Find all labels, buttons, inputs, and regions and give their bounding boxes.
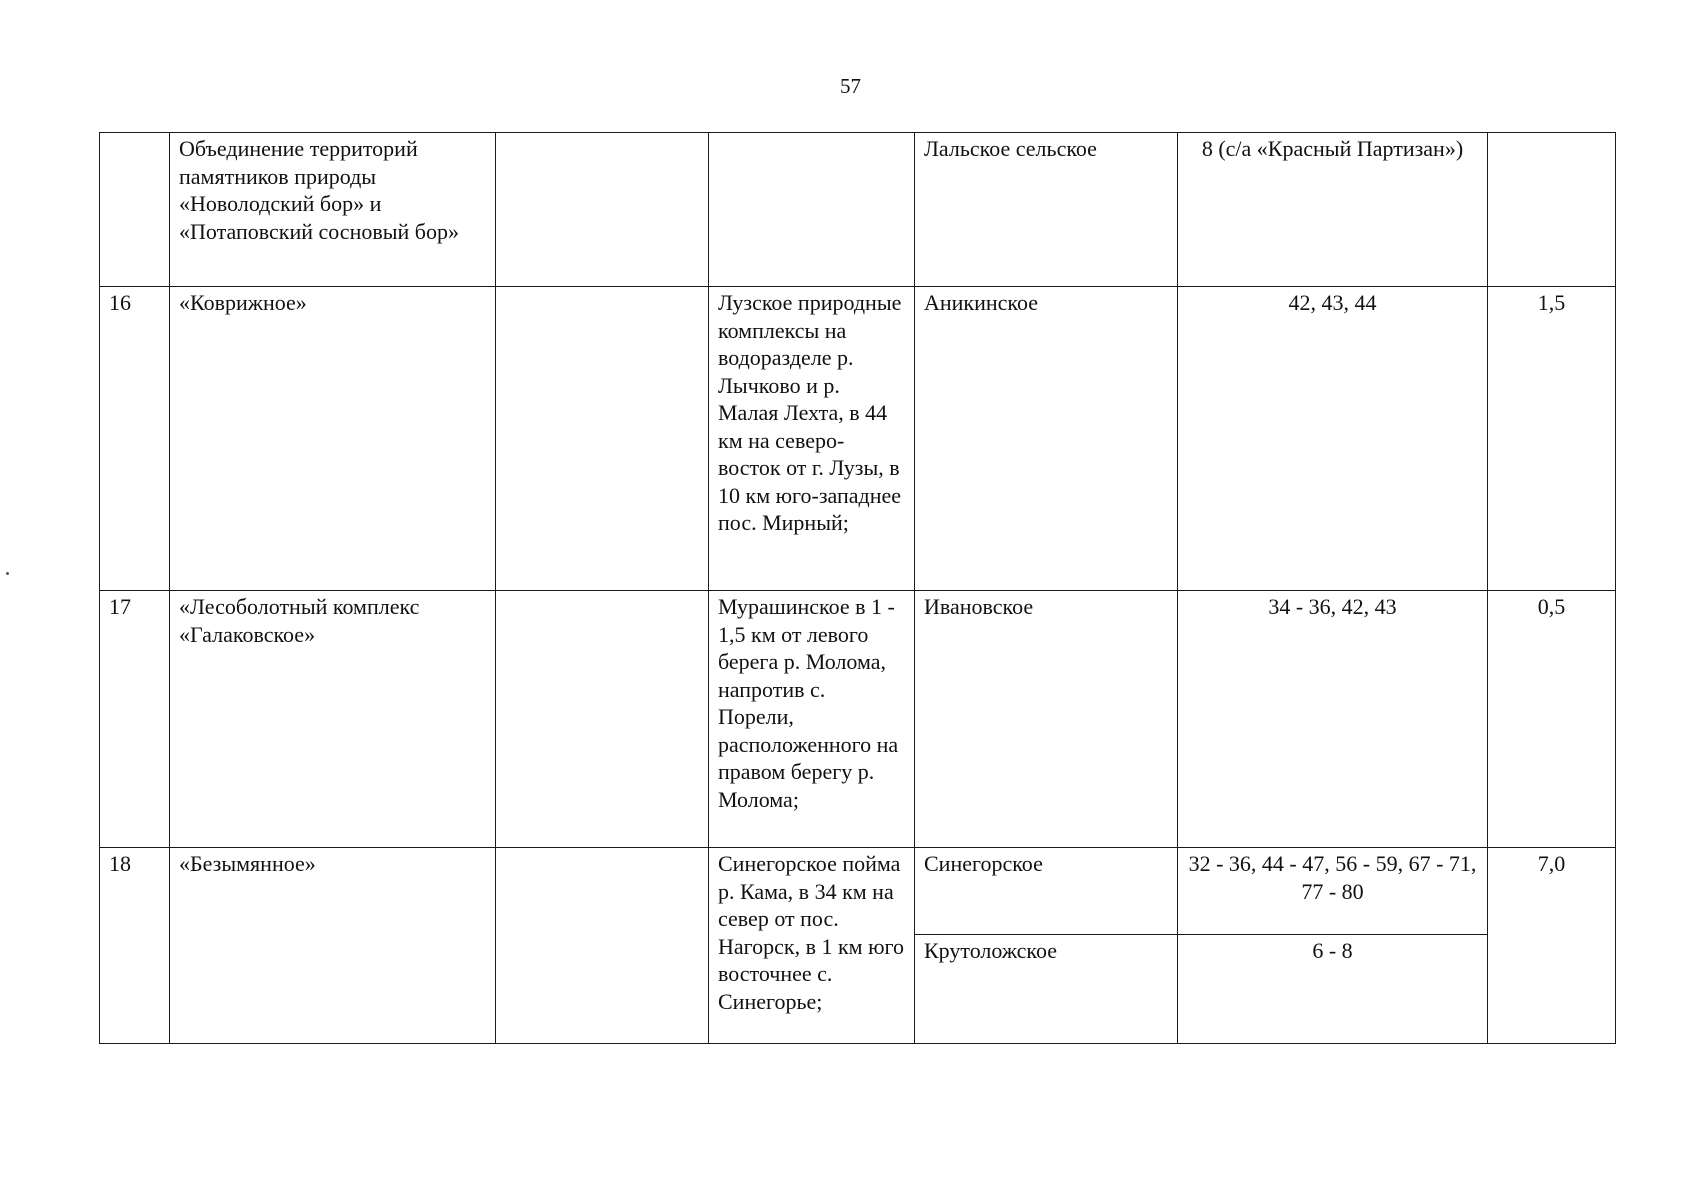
table-row-18 bbox=[100, 848, 1616, 935]
cell-col3 bbox=[496, 848, 709, 1044]
cell-number: 18 bbox=[100, 848, 170, 1044]
cell-location bbox=[709, 133, 915, 287]
cell-col3 bbox=[496, 591, 709, 848]
cell-name: «Коврижное» bbox=[170, 287, 496, 591]
cell-forestry: Лальское сельское bbox=[915, 133, 1178, 287]
cell-name: Объединение территорий памятников природы «Новолодский бор» и «Потаповский сосновый бор» bbox=[170, 133, 496, 287]
cell-quarters: 32 - 36, 44 - 47, 56 - 59, 67 - 71, 77 - 80 bbox=[1178, 848, 1488, 935]
cell-area: 7,0 bbox=[1488, 848, 1616, 1044]
cell-col3 bbox=[496, 133, 709, 287]
cell-quarters: 42, 43, 44 bbox=[1178, 287, 1488, 591]
cell-number bbox=[100, 133, 170, 287]
scan-speck bbox=[6, 572, 9, 575]
table-row-17 bbox=[100, 591, 1616, 848]
cell-number: 17 bbox=[100, 591, 170, 848]
cell-forestry: Аникинское bbox=[915, 287, 1178, 591]
cell-col3 bbox=[496, 287, 709, 591]
cell-area: 1,5 bbox=[1488, 287, 1616, 591]
cell-location: Мурашинское в 1 - 1,5 км от левого берега р. Молома, напротив с. Порели, расположенного на правом берегу р. Молома; bbox=[709, 591, 915, 848]
cell-location: Лузское природные комплексы на водоразделе р. Лычково и р. Малая Лехта, в 44 км на северо-восток от г. Лузы, в 10 км юго-западнее пос. Мирный; bbox=[709, 287, 915, 591]
cell-area bbox=[1488, 133, 1616, 287]
table-row-continuation bbox=[100, 133, 1616, 287]
cell-forestry: Синегорское bbox=[915, 848, 1178, 935]
cell-quarters: 34 - 36, 42, 43 bbox=[1178, 591, 1488, 848]
cell-forestry: Ивановское bbox=[915, 591, 1178, 848]
table-row-16 bbox=[100, 287, 1616, 591]
cell-name: «Безымянное» bbox=[170, 848, 496, 1044]
cell-area: 0,5 bbox=[1488, 591, 1616, 848]
cell-number: 16 bbox=[100, 287, 170, 591]
page-number: 57 bbox=[840, 74, 861, 98]
cell-name: «Лесоболотный комплекс «Галаковское» bbox=[170, 591, 496, 848]
cell-quarters: 6 - 8 bbox=[1178, 935, 1488, 1044]
cell-location: Синегорское пойма р. Кама, в 34 км на север от пос. Нагорск, в 1 км юго восточнее с. Синегорье; bbox=[709, 848, 915, 1044]
cell-quarters: 8 (с/а «Красный Партизан») bbox=[1178, 133, 1488, 287]
cell-forestry: Крутоложское bbox=[915, 935, 1178, 1044]
protected-areas-table bbox=[99, 132, 1616, 1044]
